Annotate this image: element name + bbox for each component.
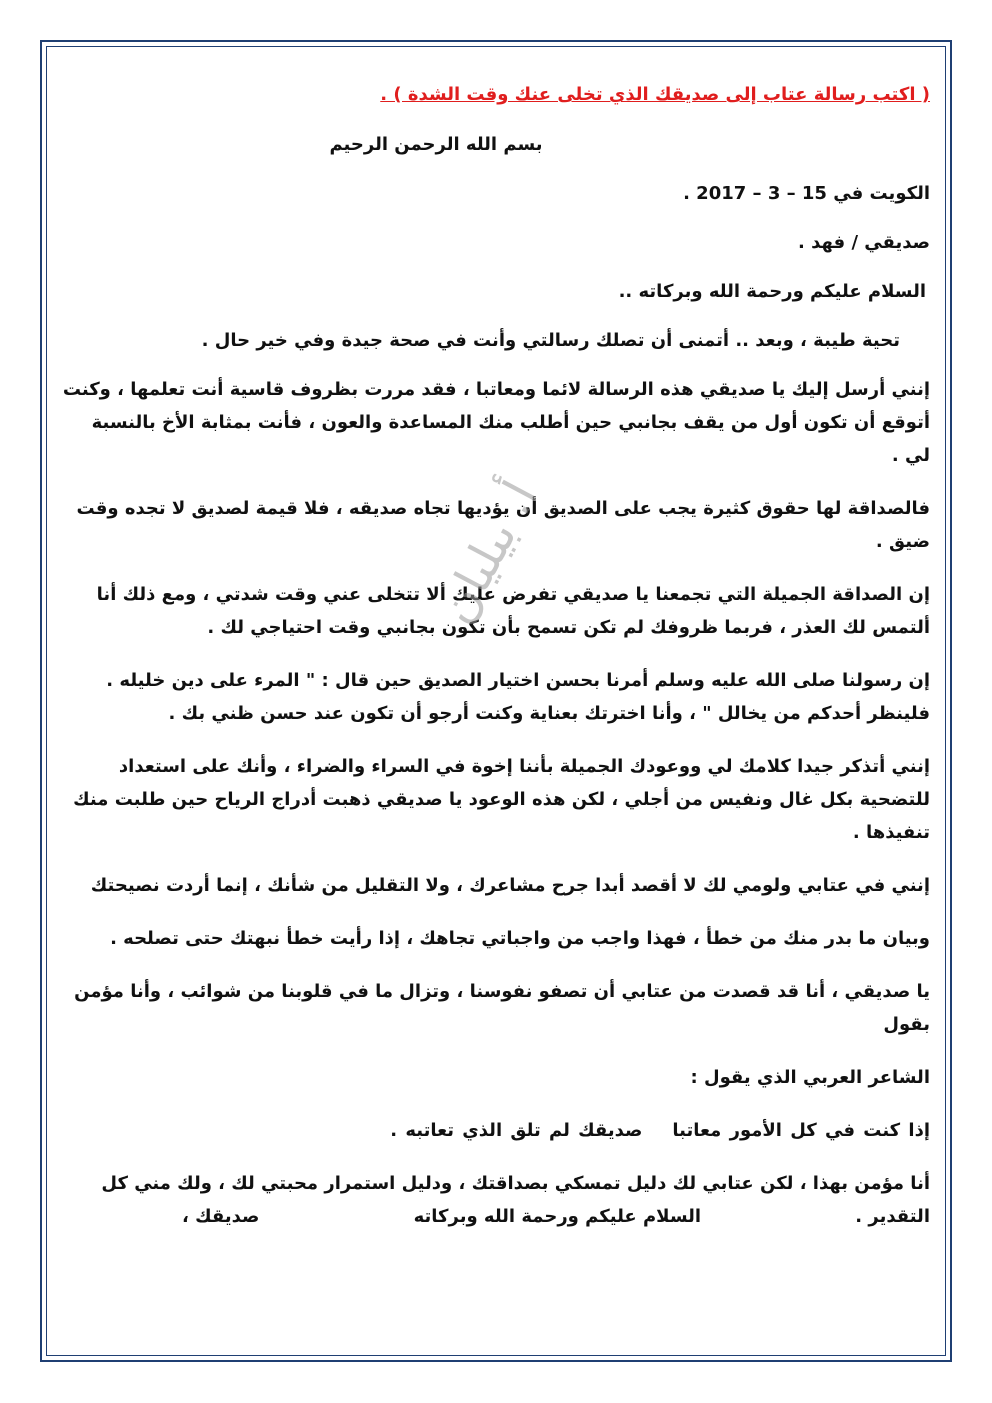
poem-verse: [62, 1114, 930, 1147]
paragraph-9: الشاعر العربي الذي يقول :: [690, 1067, 930, 1088]
basmala: بسم الله الرحمن الرحيم: [329, 134, 543, 155]
assignment-title: ( اكتب رسالة عتاب إلى صديقك الذي تخلى عنك وقت الشدة ) .: [380, 84, 930, 105]
paragraph-5: إنني أتذكر جيدا كلامك لي ووعودك الجميلة بأننا إخوة في السراء والضراء ، وأنك على استعداد للتضحية بكل غال ونفيس من أجلي ، لكن هذه الوعود يا صديقي ذهبت أدراج الرياح حين طلبت منك تنفيذها .: [73, 756, 930, 843]
paragraph-7: وبيان ما بدر منك من خطأ ، فهذا واجب من واجباتي تجاهك ، إذا رأيت خطأ نبهتك حتى تصلحه .: [110, 928, 930, 949]
poem-first-half: إذا كنت في كل الأمور معاتبا: [672, 1120, 930, 1141]
paragraph-6: إنني في عتابي ولومي لك لا أقصد أبدا جرح مشاعرك ، ولا التقليل من شأنك ، إنما أردت نصيحتك: [90, 875, 930, 896]
letter-body: [62, 78, 930, 1233]
final-paragraph: أنا مؤمن بهذا ، لكن عتابي لك دليل تمسكي بصداقتك ، ودليل استمرار محبتي لك ، ولك مني كل: [101, 1173, 930, 1194]
closing-signature: صديقك ،: [182, 1206, 260, 1227]
poem-second-half: صديقك لم تلق الذي تعاتبه .: [390, 1120, 643, 1141]
paragraph-4: إن رسولنا صلى الله عليه وسلم أمرنا بحسن اختيار الصديق حين قال : " المرء على دين خليله . فلينظر أحدكم من يخالل " ، وأنا اخترتك بعناية وكنت أرجو أن تكون عند حسن ظني بك .: [106, 670, 930, 724]
paragraph-8: يا صديقي ، أنا قد قصدت من عتابي أن تصفو نفوسنا ، وتزال ما في قلوبنا من شوائب ، وأنا مؤمن بقول: [74, 981, 930, 1035]
date-line: الكويت في 15 – 3 – 2017 .: [683, 183, 930, 204]
greeting-line: السلام عليكم ورحمة الله وبركاته ..: [618, 281, 926, 302]
recipient-line: صديقي / فهد .: [798, 232, 930, 253]
closing-word: التقدير .: [855, 1206, 930, 1227]
author-watermark: أ. بيليان: [427, 472, 549, 633]
closing-line: [62, 1200, 930, 1233]
closing-salute: السلام عليكم ورحمة الله وبركاته: [413, 1206, 702, 1227]
paragraph-2: فالصداقة لها حقوق كثيرة يجب على الصديق أن يؤديها تجاه صديقه ، فلا قيمة لصديق لا تجده وقت ضيق .: [76, 498, 930, 552]
opening-line: تحية طيبة ، وبعد .. أتمنى أن تصلك رسالتي وأنت في صحة جيدة وفي خير حال .: [201, 330, 900, 351]
paragraph-1: إنني أرسل إليك يا صديقي هذه الرسالة لائما ومعاتبا ، فقد مررت بظروف قاسية أنت تعلمها ، وكنت أتوقع أن تكون أول من يقف بجانبي حين أطلب منك المساعدة والعون ، فأنت بمثابة الأخ بالنسبة لي .: [62, 379, 930, 466]
paragraph-3: إن الصداقة الجميلة التي تجمعنا يا صديقي تفرض عليك ألا تتخلى عني وقت شدتي ، ومع ذلك أنا ألتمس لك العذر ، فربما ظروفك لم تكن تسمح بأن تكون بجانبي وقت احتياجي لك .: [96, 584, 930, 638]
